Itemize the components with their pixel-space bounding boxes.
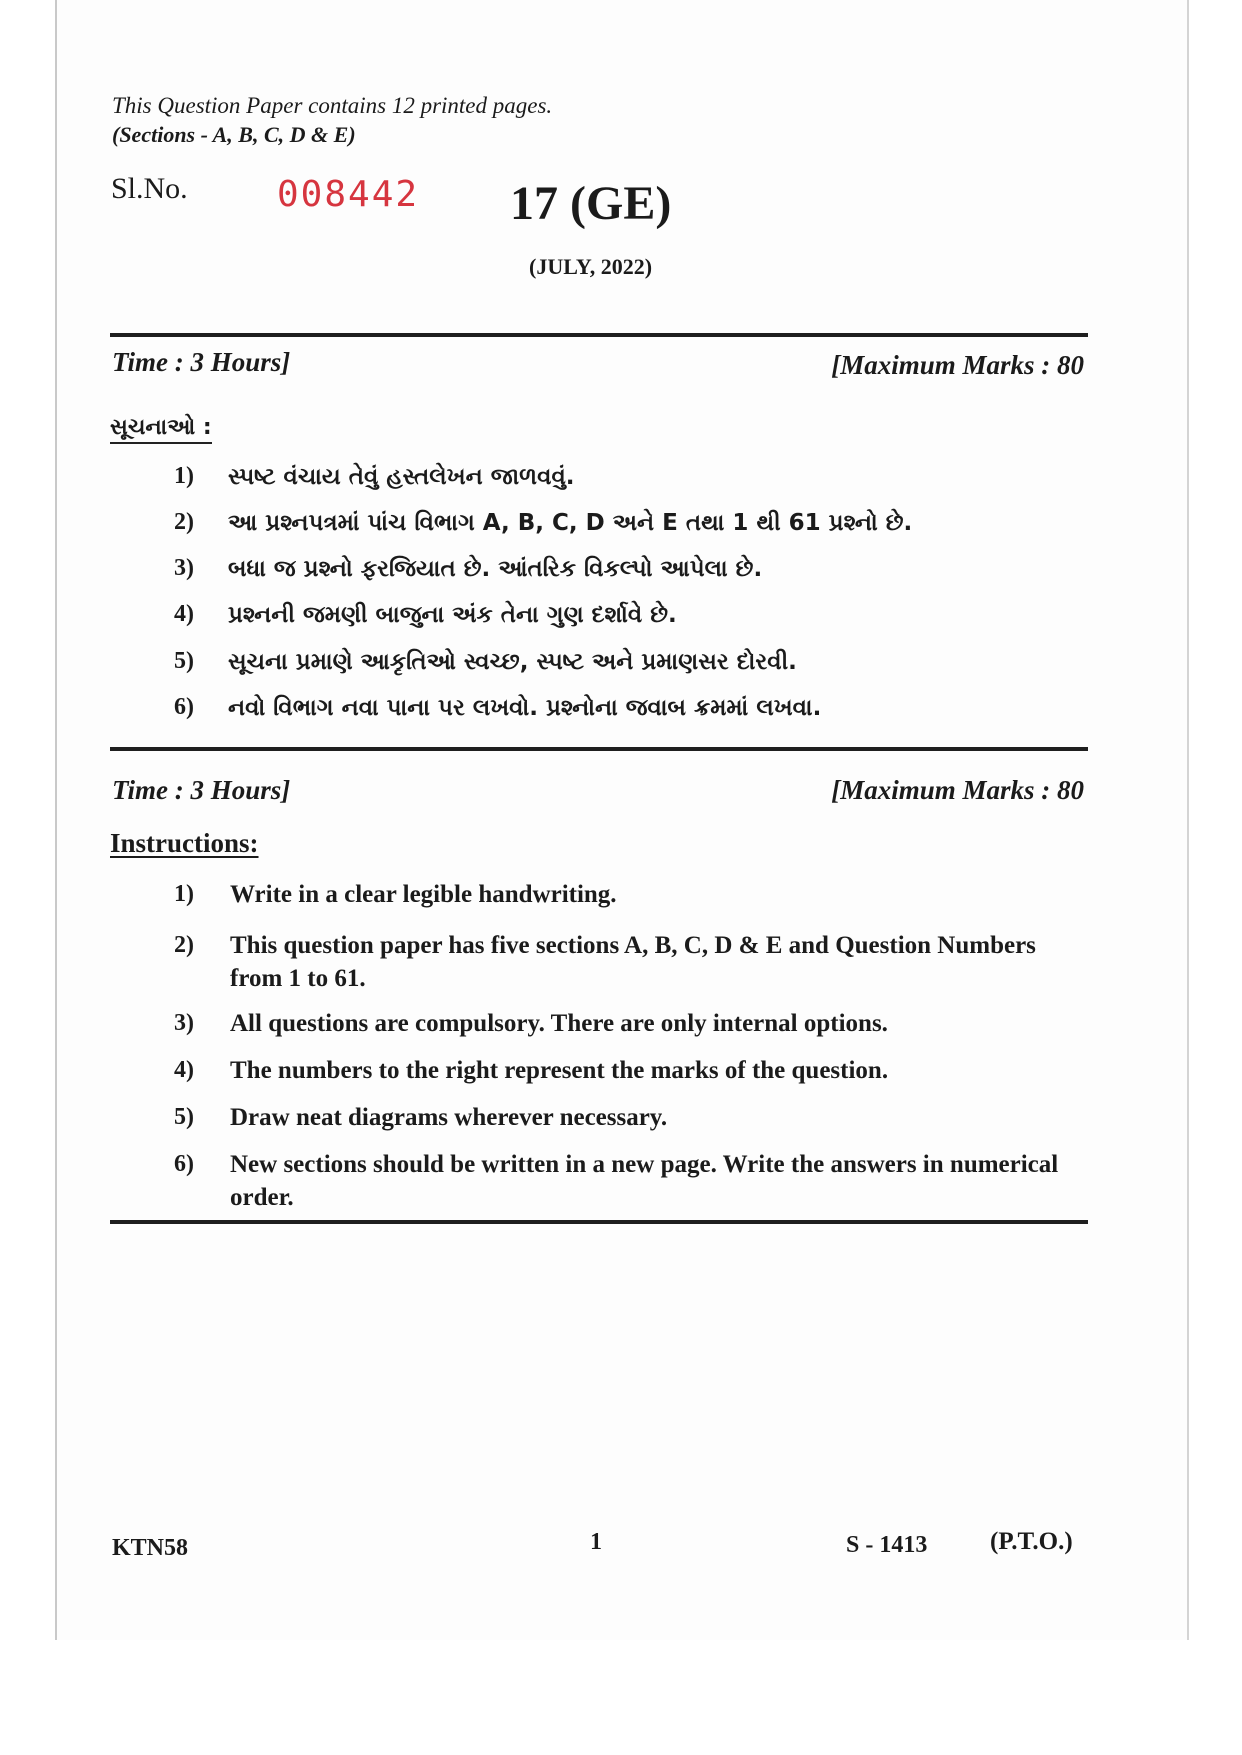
gujarati-max-marks: [Maximum Marks : 80 [831, 350, 1084, 380]
item-number: 1) [174, 463, 194, 489]
item-number: 3) [174, 1010, 194, 1036]
item-number: 1) [174, 881, 194, 907]
item-number: 6) [174, 1151, 194, 1177]
sections-note: (Sections - A, B, C, D & E) [112, 122, 356, 147]
gujarati-time: Time : 3 Hours] [112, 347, 291, 377]
item-number: 3) [174, 555, 194, 581]
english-instructions-title: Instructions: [110, 828, 259, 858]
item-text: આ પ્રશ્નપત્રમાં પાંચ વિભાગ A, B, C, D અને E તથા 1 થી 61 પ્રશ્નો છે. [228, 510, 913, 536]
series-code: S - 1413 [846, 1532, 928, 1558]
top-divider [110, 333, 1088, 337]
item-text: પ્રશ્નની જમણી બાજુના અંક તેના ગુણ દર્શાવે છે. [228, 602, 677, 628]
item-text: The numbers to the right represent the marks of the question. [230, 1057, 889, 1084]
item-text: નવો વિભાગ નવા પાના પર લખવો. પ્રશ્નોના જવાબ ક્રમમાં લખવા. [228, 695, 822, 721]
item-text: સૂચના પ્રમાણે આકૃતિઓ સ્વચ્છ, સ્પષ્ટ અને પ્રમાણસર દોરવી. [228, 649, 797, 675]
serial-label: Sl.No. [111, 172, 188, 205]
item-number: 6) [174, 694, 194, 720]
item-text: New sections should be written in a new page. Write the answers in numerical order. [230, 1151, 1059, 1211]
pages-note: This Question Paper contains 12 printed pages. [112, 93, 553, 118]
pto-note: (P.T.O.) [990, 1528, 1073, 1555]
item-number: 5) [174, 648, 194, 674]
item-number: 2) [174, 932, 194, 958]
item-text: This question paper has five sections A, B, C, D & E and Question Numbers from 1 to 61. [230, 932, 1036, 992]
english-max-marks: [Maximum Marks : 80 [831, 775, 1084, 805]
item-number: 2) [174, 509, 194, 535]
bottom-divider [110, 1220, 1088, 1224]
item-number: 4) [174, 1057, 194, 1083]
footer-code: KTN58 [112, 1535, 189, 1561]
english-time: Time : 3 Hours] [112, 775, 291, 805]
item-text: સ્પષ્ટ વંચાય તેવું હસ્તલેખન જાળવવું. [228, 464, 575, 490]
item-text: All questions are compulsory. There are only internal options. [230, 1010, 888, 1037]
item-text: Draw neat diagrams wherever necessary. [230, 1104, 668, 1131]
item-number: 5) [174, 1104, 194, 1130]
gujarati-instructions-title: સૂચનાઓ : [110, 415, 212, 444]
scanned-page [55, 0, 1189, 1640]
serial-number: 008442 [277, 174, 420, 215]
page-number: 1 [590, 1529, 602, 1555]
item-text: બધા જ પ્રશ્નો ફરજિયાત છે. આંતરિક વિકલ્પો આપેલા છે. [228, 556, 763, 582]
middle-divider [110, 747, 1088, 751]
paper-code: 17 (GE) [510, 177, 672, 230]
item-number: 4) [174, 601, 194, 627]
item-text: Write in a clear legible handwriting. [230, 881, 617, 908]
exam-date: (JULY, 2022) [529, 254, 653, 279]
